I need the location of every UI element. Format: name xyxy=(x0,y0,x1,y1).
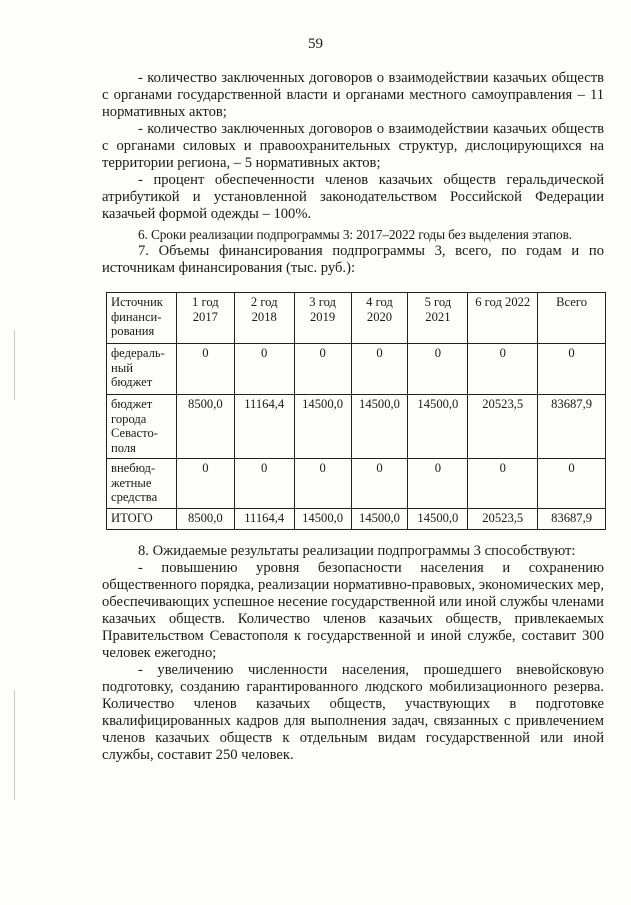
table-cell: 11164,4 xyxy=(234,509,294,530)
section-8-item-2: - увеличению численности населения, прошедшего вневойсковую подготовку, созданию гарантированного людского мобилизационного резерва. Количество членов казачьих обществ, участвующих в подготовке квалифицированных кадров для выполнения задач, связанных с привлечением членов казачьих обществ к отдельным видам государственной или иной службы, составит 250 человек. xyxy=(102,662,604,763)
header-year-2019: 3 год 2019 xyxy=(294,293,351,344)
table-cell: 0 xyxy=(351,344,408,395)
table-cell: 20523,5 xyxy=(468,509,538,530)
header-year-2021: 5 год 2021 xyxy=(408,293,468,344)
table-cell: 14500,0 xyxy=(294,509,351,530)
table-cell: 8500,0 xyxy=(176,509,234,530)
table-cell: 0 xyxy=(351,459,408,509)
table-cell: 0 xyxy=(176,459,234,509)
table-cell: 0 xyxy=(294,459,351,509)
table-cell: 0 xyxy=(538,344,606,395)
page-number: 59 xyxy=(308,36,323,52)
table-cell: 0 xyxy=(234,459,294,509)
intro-item-1: - количество заключенных договоров о взаимодействии казачьих обществ с органами государственной власти и органами местного самоуправления – 11 нормативных актов; xyxy=(102,70,604,120)
table-cell: 83687,9 xyxy=(538,395,606,459)
table-cell: 0 xyxy=(468,344,538,395)
table-cell: 0 xyxy=(176,344,234,395)
table-cell: 0 xyxy=(408,344,468,395)
table-header-row xyxy=(107,293,606,344)
funding-table xyxy=(106,292,606,530)
table-cell: 0 xyxy=(408,459,468,509)
table-row xyxy=(107,459,606,509)
table-cell: 14500,0 xyxy=(408,509,468,530)
header-year-2022: 6 год 2022 xyxy=(468,293,538,344)
table-cell: 0 xyxy=(538,459,606,509)
row-source-label: бюджет города Севасто-поля xyxy=(107,395,177,459)
section-8-heading: 8. Ожидаемые результаты реализации подпрограммы 3 способствуют: xyxy=(138,543,576,559)
intro-item-2: - количество заключенных договоров о взаимодействии казачьих обществ с органами силовых и правоохранительных структур, дислоцирующихся на территории региона, – 5 нормативных актов; xyxy=(102,121,604,171)
table-cell: 14500,0 xyxy=(294,395,351,459)
table-cell: 11164,4 xyxy=(234,395,294,459)
intro-items xyxy=(102,70,604,223)
section-8-results xyxy=(102,543,604,764)
section-6-term: 6. Сроки реализации подпрограммы 3: 2017–2022 годы без выделения этапов. xyxy=(138,227,572,242)
header-year-2017: 1 год 2017 xyxy=(176,293,234,344)
header-total: Всего xyxy=(538,293,606,344)
section-7-funding xyxy=(102,243,604,277)
section-8-item-1: - повышению уровня безопасности населения и сохранению общественного порядка, реализации нормативно-правовых, экономических мер, обеспечивающих успешное несение государственной или иной службы членами казачьих обществ. Количество членов казачьих обществ, привлекаемых Правительством Севастополя к государственной и иной службе, составит 300 человек ежегодно; xyxy=(102,560,604,661)
table-cell: 14500,0 xyxy=(351,395,408,459)
table-cell: 83687,9 xyxy=(538,509,606,530)
header-year-2018: 2 год 2018 xyxy=(234,293,294,344)
table-cell: 14500,0 xyxy=(351,509,408,530)
scan-margin-mark xyxy=(14,690,15,800)
row-source-label: ИТОГО xyxy=(107,509,177,530)
table-row-total xyxy=(107,509,606,530)
intro-item-3: - процент обеспеченности членов казачьих обществ геральдической атрибутикой и установленной законодательством Российской Федерации казачьей формой одежды – 100%. xyxy=(102,172,604,222)
row-source-label: внебюд-жетные средства xyxy=(107,459,177,509)
header-source: Источник финанси-рования xyxy=(107,293,177,344)
table-cell: 0 xyxy=(294,344,351,395)
table-cell: 0 xyxy=(468,459,538,509)
header-year-2020: 4 год 2020 xyxy=(351,293,408,344)
scan-margin-mark xyxy=(14,330,15,400)
table-cell: 20523,5 xyxy=(468,395,538,459)
table-row xyxy=(107,395,606,459)
row-source-label: федераль-ный бюджет xyxy=(107,344,177,395)
section-7-text: 7. Объемы финансирования подпрограммы 3, всего, по годам и по источникам финансирования (тыс. руб.): xyxy=(102,243,604,276)
table-cell: 0 xyxy=(234,344,294,395)
table-cell: 8500,0 xyxy=(176,395,234,459)
table-row xyxy=(107,344,606,395)
table-cell: 14500,0 xyxy=(408,395,468,459)
